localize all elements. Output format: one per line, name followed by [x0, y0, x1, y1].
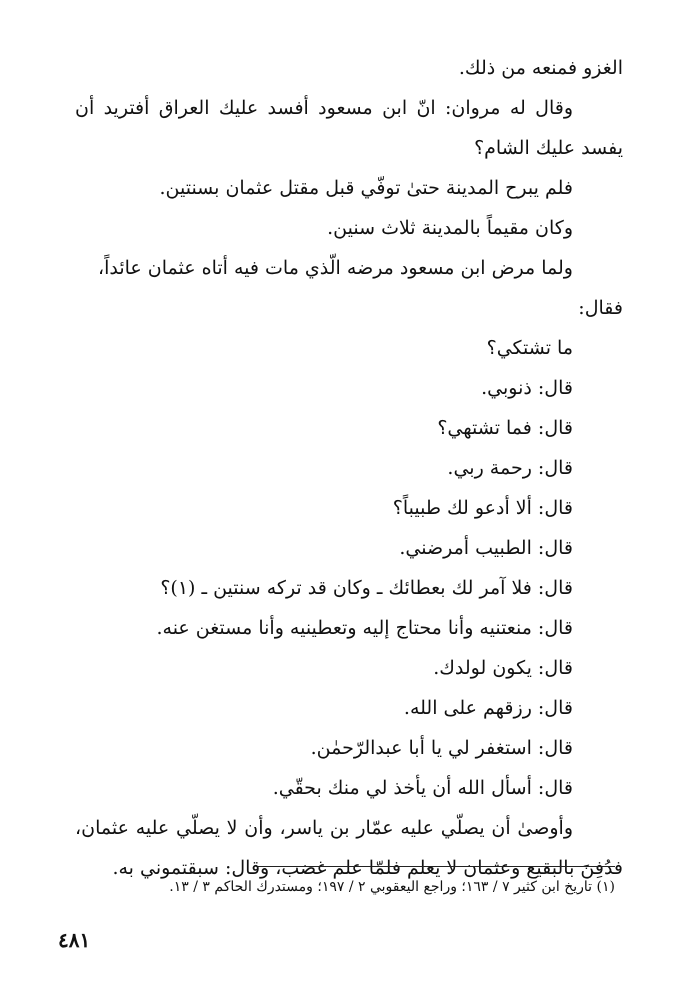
paragraph-marwan: وقال له مروان: انّ ابن مسعود أفسد عليك العراق أفتريد أن يفسد عليك الشام؟ [75, 97, 623, 159]
dialogue-line-with-footnote-ref: قال: فلا آمر لك بعطائك ـ وكان قد تركه سنتين ـ (١)؟ [160, 577, 573, 599]
footnote: (١) تاريخ ابن كثير ٧ / ١٦٣؛ وراجع اليعقوبي ٢ / ١٩٧؛ ومستدرك الحاكم ٣ / ١٣. [169, 879, 615, 895]
dialogue-line: ما تشتكي؟ [486, 337, 573, 359]
dialogue-line: قال: ذنوبي. [481, 377, 573, 399]
dialogue-line: قال: رزقهم على الله. [403, 697, 573, 719]
paragraph-will-burial: وأوصىٰ أن يصلّي عليه عمّار بن ياسر، وأن لا يصلّي عليه عثمان، فدُفِنَ بالبقيع وعثمان لا يعلم فلمّا علم غضب، وقال: سبقتموني به. [75, 817, 623, 879]
paragraph-three-years: وكان مقيماً بالمدينة ثلاث سنين. [327, 217, 573, 239]
paragraph-continuation: الغزو فمنعه من ذلك. [458, 57, 623, 79]
dialogue-line: قال: استغفر لي يا أبا عبدالرّحمٰن. [310, 737, 573, 759]
paragraph-stay-medina: فلم يبرح المدينة حتىٰ توفّي قبل مقتل عثمان بسنتين. [159, 177, 573, 199]
dialogue-line: قال: الطبيب أمرضني. [399, 537, 573, 559]
main-text [75, 48, 623, 888]
dialogue-line: قال: ألا أدعو لك طبيباً؟ [392, 497, 573, 519]
dialogue-line: قال: أسأل الله أن يأخذ لي منك بحقّي. [272, 777, 573, 799]
dialogue-line: قال: يكون لولدك. [433, 657, 573, 679]
dialogue-line: قال: رحمة ربي. [447, 457, 573, 479]
dialogue-line: قال: فما تشتهي؟ [437, 417, 573, 439]
dialogue-line: قال: منعتنيه وأنا محتاج إليه وتعطينيه وأنا مستغن عنه. [156, 617, 573, 639]
page-number: ٤٨١ [58, 928, 91, 952]
footnote-divider [258, 866, 615, 867]
paragraph-illness: ولما مرض ابن مسعود مرضه الّذي مات فيه أتاه عثمان عائداً، فقال: [97, 257, 623, 319]
